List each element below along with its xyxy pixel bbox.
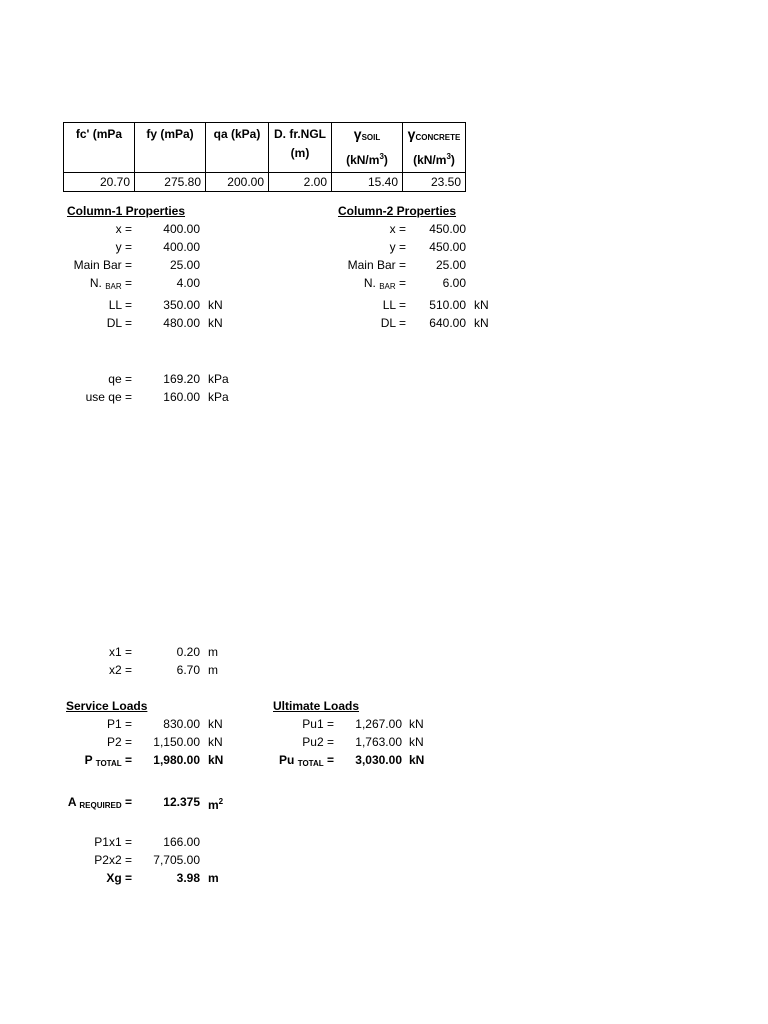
header-fy: fy (mPa) bbox=[135, 123, 206, 173]
x1-label: x1 = bbox=[108, 645, 132, 659]
header-fc: fc' (mPa bbox=[64, 123, 135, 173]
column1-ll-value: 350.00 bbox=[163, 298, 200, 312]
qe-value: 169.20 bbox=[163, 372, 200, 386]
column2-dl-unit: kN bbox=[474, 316, 489, 330]
column1-dl-label: DL = bbox=[106, 316, 132, 330]
area-required-value: 12.375 bbox=[163, 795, 200, 809]
column2-dl-label: DL = bbox=[380, 316, 406, 330]
column2-x-value: 450.00 bbox=[429, 222, 466, 236]
column2-y-label: y = bbox=[389, 240, 406, 254]
pu2-value: 1,763.00 bbox=[355, 735, 402, 749]
service-loads-title: Service Loads bbox=[66, 699, 148, 713]
p2x2-label: P2x2 = bbox=[94, 853, 132, 867]
column1-x-value: 400.00 bbox=[163, 222, 200, 236]
material-properties-table bbox=[63, 122, 466, 192]
header-dfngl: D. fr.NGL (m) bbox=[269, 123, 332, 173]
pu2-label: Pu2 = bbox=[302, 735, 334, 749]
column2-ll-label: LL = bbox=[382, 298, 406, 312]
x2-unit: m bbox=[208, 663, 218, 677]
header-qa: qa (kPa) bbox=[206, 123, 269, 173]
column2-nbar-label: N. $_{BAR}$ = bbox=[363, 276, 406, 291]
area-required-label: A $_{REQUIRED}$ = bbox=[67, 795, 132, 810]
header-gamma-concrete: γCONCRETE $(kN/m^3)$ bbox=[403, 123, 466, 173]
value-fy: 275.80 bbox=[135, 173, 206, 192]
column1-title: Column-1 Properties bbox=[67, 204, 186, 218]
p1-unit: kN bbox=[208, 717, 223, 731]
putotal-label: Pu $_{TOTAL}$ = bbox=[279, 753, 334, 768]
qe-unit: kPa bbox=[208, 372, 229, 386]
column1-x-label: x = bbox=[115, 222, 132, 236]
pu1-label: Pu1 = bbox=[302, 717, 334, 731]
ptotal-value: 1,980.00 bbox=[153, 753, 200, 767]
use-qe-label: use qe = bbox=[85, 390, 132, 404]
value-dfngl: 2.00 bbox=[269, 173, 332, 192]
column2-ll-value: 510.00 bbox=[429, 298, 466, 312]
column1-nbar-label: N. $_{BAR}$ = bbox=[89, 276, 132, 291]
column1-dl-value: 480.00 bbox=[163, 316, 200, 330]
table-value-row bbox=[64, 173, 466, 192]
p1x1-label: P1x1 = bbox=[94, 835, 132, 849]
xg-label: Xg = bbox=[106, 871, 132, 885]
column1-ll-unit: kN bbox=[208, 298, 223, 312]
x1-value: 0.20 bbox=[176, 645, 200, 659]
p1-label: P1 = bbox=[106, 717, 132, 731]
column1-y-value: 400.00 bbox=[163, 240, 200, 254]
value-qa: 200.00 bbox=[206, 173, 269, 192]
putotal-unit: kN bbox=[409, 753, 425, 767]
x1-unit: m bbox=[208, 645, 218, 659]
x2-label: x2 = bbox=[108, 663, 132, 677]
column2-y-value: 450.00 bbox=[429, 240, 466, 254]
putotal-value: 3,030.00 bbox=[355, 753, 402, 767]
table-header-row bbox=[64, 123, 466, 173]
x2-value: 6.70 bbox=[176, 663, 200, 677]
column2-ll-unit: kN bbox=[474, 298, 489, 312]
column1-mainbar-label: Main Bar = bbox=[73, 258, 132, 272]
pu2-unit: kN bbox=[409, 735, 424, 749]
ultimate-loads-title: Ultimate Loads bbox=[273, 699, 360, 713]
column1-y-label: y = bbox=[115, 240, 132, 254]
value-gamma-soil: 15.40 bbox=[332, 173, 403, 192]
column1-mainbar-value: 25.00 bbox=[169, 258, 200, 272]
column1-dl-unit: kN bbox=[208, 316, 223, 330]
pu1-value: 1,267.00 bbox=[355, 717, 402, 731]
column1-nbar-value: 4.00 bbox=[176, 276, 200, 290]
column2-dl-value: 640.00 bbox=[429, 316, 466, 330]
column2-mainbar-value: 25.00 bbox=[435, 258, 466, 272]
column1-ll-label: LL = bbox=[108, 298, 132, 312]
use-qe-value: 160.00 bbox=[163, 390, 200, 404]
use-qe-unit: kPa bbox=[208, 390, 229, 404]
xg-unit: m bbox=[208, 871, 219, 885]
ptotal-unit: kN bbox=[208, 753, 224, 767]
column2-mainbar-label: Main Bar = bbox=[347, 258, 406, 272]
ptotal-label: P $_{TOTAL}$ = bbox=[84, 753, 132, 768]
p2-unit: kN bbox=[208, 735, 223, 749]
header-gamma-soil: γSOIL $(kN/m^3)$ bbox=[332, 123, 403, 173]
column2-nbar-value: 6.00 bbox=[442, 276, 466, 290]
xg-value: 3.98 bbox=[176, 871, 200, 885]
column2-title: Column-2 Properties bbox=[338, 204, 457, 218]
qe-label: qe = bbox=[108, 372, 132, 386]
p2x2-value: 7,705.00 bbox=[153, 853, 200, 867]
value-fc: 20.70 bbox=[64, 173, 135, 192]
pu1-unit: kN bbox=[409, 717, 424, 731]
p1-value: 830.00 bbox=[163, 717, 200, 731]
p2-label: P2 = bbox=[106, 735, 132, 749]
value-gamma-concrete: 23.50 bbox=[403, 173, 466, 192]
p1x1-value: 166.00 bbox=[163, 835, 200, 849]
p2-value: 1,150.00 bbox=[153, 735, 200, 749]
column2-x-label: x = bbox=[389, 222, 406, 236]
area-required-unit: $m^2$ bbox=[208, 797, 224, 812]
